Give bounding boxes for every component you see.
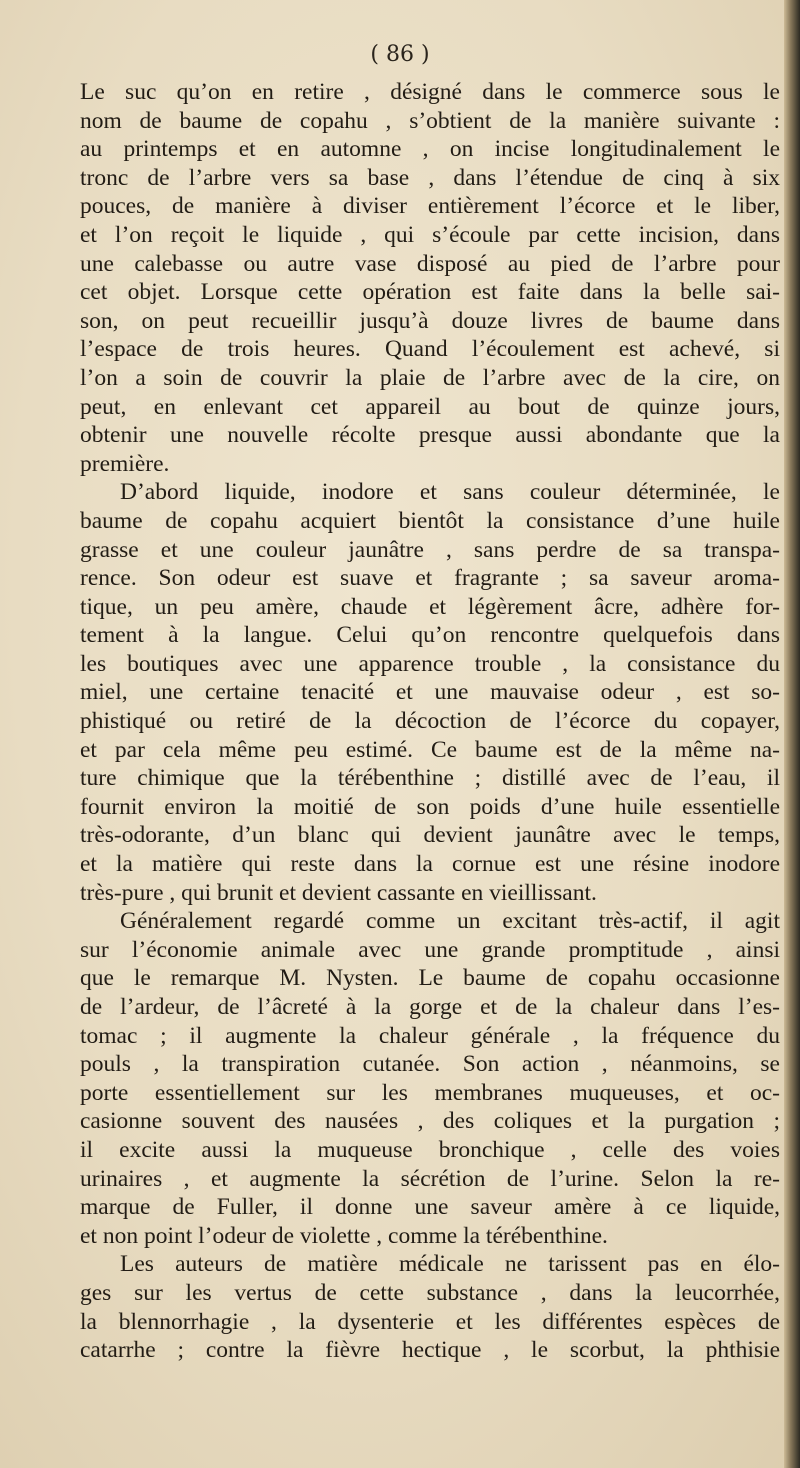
text-line: tique, un peu amère, chaude et légèrement âcre, adhère for- [80,593,780,620]
text-line: très-pure , qui brunit et devient cassante en vieillissant. [80,879,597,906]
text-line: l’on a soin de couvrir la plaie de l’arbre avec de la cire, on [80,364,780,391]
text-line: ges sur les vertus de cette substance , dans la leucorrhée, [80,1279,780,1306]
text-line: et l’on reçoit le liquide , qui s’écoule par cette incision, dans [80,221,780,248]
text-line: pouces, de manière à diviser entièrement l’écorce et le liber, [80,193,780,220]
paragraph-4 [80,1250,780,1364]
text-line: première. [80,450,170,477]
text-line: au printemps et en automne , on incise longitudinalement le [80,136,780,163]
text-line: Le suc qu’on en retire , désigné dans le commerce sous le [80,79,780,105]
text-line: rence. Son odeur est suave et fragrante ; sa saveur aroma- [80,565,780,592]
text-line: urinaires , et augmente la sécrétion de l’urine. Selon la re- [80,1165,780,1192]
text-line: très-odorante, d’un blanc qui devient jaunâtre avec le temps, [80,822,780,849]
text-line: grasse et une couleur jaunâtre , sans perdre de sa transpa- [80,536,780,563]
text-line: Généralement regardé comme un excitant très-actif, il agit [120,908,780,935]
text-line: la blennorrhagie , la dysenterie et les différentes espèces de [80,1308,780,1335]
text-line: que le remarque M. Nysten. Le baume de copahu occasionne [80,965,780,992]
text-line: Les auteurs de matière médicale ne tarissent pas en élo- [120,1251,780,1278]
text-line: sur l’économie animale avec une grande promptitude , ainsi [80,936,780,963]
text-line: et non point l’odeur de violette , comme la térébenthine. [80,1222,608,1249]
text-line: pouls , la transpiration cutanée. Son action , néanmoins, se [80,1051,780,1078]
page-number: ( 86 ) [370,42,430,67]
text-line: casionne souvent des nausées , des coliques et la purgation ; [80,1108,780,1135]
body-text [80,78,780,1365]
text-line: ture chimique que la térébenthine ; distillé avec de l’eau, il [80,765,780,792]
text-line: marque de Fuller, il donne une saveur amère à ce liquide, [80,1194,780,1221]
paragraph-2 [80,478,780,907]
text-line: porte essentiellement sur les membranes muqueuses, et oc- [80,1079,780,1106]
text-line: fournit environ la moitié de son poids d’une huile essentielle [80,793,780,820]
text-line: tomac ; il augmente la chaleur générale , la fréquence du [80,1022,780,1049]
paragraph-1 [80,78,780,478]
paragraph-3 [80,907,780,1250]
text-line: baume de copahu acquiert bientôt la consistance d’une huile [80,507,780,534]
text-line: D’abord liquide, inodore et sans couleur déterminée, le [120,479,780,506]
text-line: son, on peut recueillir jusqu’à douze livres de baume dans [80,307,780,334]
text-line: de l’ardeur, de l’âcreté à la gorge et de la chaleur dans l’es- [80,994,780,1020]
text-line: peut, en enlevant cet appareil au bout de quinze jours, [80,393,780,420]
text-line: les boutiques avec une apparence trouble , la consistance du [80,650,780,677]
text-line: une calebasse ou autre vase disposé au pied de l’arbre pour [80,250,780,277]
text-line: tronc de l’arbre vers sa base , dans l’étendue de cinq à six [80,164,780,191]
text-line: l’espace de trois heures. Quand l’écoulement est achevé, si [80,336,780,363]
text-line: catarrhe ; contre la fièvre hectique , le scorbut, la phthisie [80,1337,780,1364]
page-edge-shadow [784,0,800,1468]
text-line: miel, une certaine tenacité et une mauvaise odeur , est so- [80,679,780,706]
text-line: nom de baume de copahu , s’obtient de la manière suivante : [80,107,780,134]
text-line: et par cela même peu estimé. Ce baume est de la même na- [80,736,780,763]
text-line: obtenir une nouvelle récolte presque aussi abondante que la [80,422,780,449]
text-line: phistiqué ou retiré de la décoction de l’écorce du copayer, [80,708,780,735]
text-line: cet objet. Lorsque cette opération est faite dans la belle sai- [80,279,780,306]
text-line: et la matière qui reste dans la cornue est une résine inodore [80,851,780,878]
text-line: tement à la langue. Celui qu’on rencontre quelquefois dans [80,622,780,649]
text-line: il excite aussi la muqueuse bronchique , celle des voies [80,1136,780,1163]
